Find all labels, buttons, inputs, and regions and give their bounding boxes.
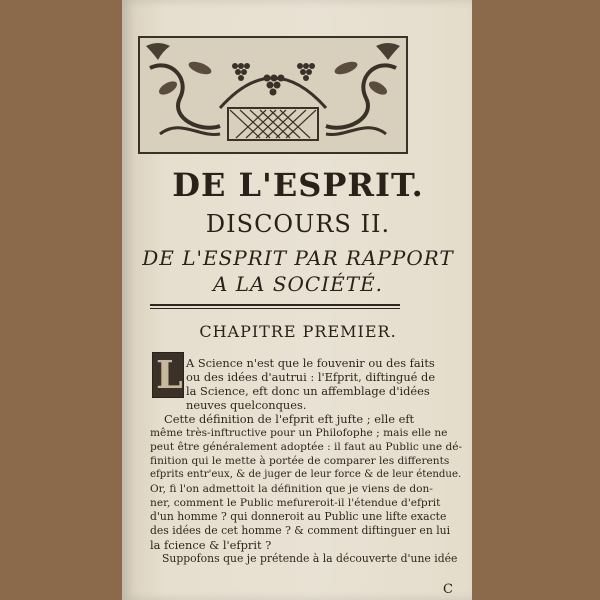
subtitle-line-1: DE L'ESPRIT PAR RAPPORT	[142, 246, 454, 270]
double-rule-bottom	[150, 308, 400, 309]
body-line: efprits entr'eux, & de juger de leur force & de leur étendue.	[150, 469, 462, 480]
body-line: ner, comment le Public mefureroit-il l'étendue d'efprit	[150, 497, 441, 509]
body-line: finition qui le mette à portée de comparer les differents	[150, 455, 450, 467]
body-line: d'un homme ? qui donneroit au Public une lifte exacte	[150, 510, 447, 523]
body-line: des idées de cet homme ? & comment diftinguer en lui	[150, 524, 451, 537]
body-line: A Science n'est que le fouvenir ou des faits	[186, 356, 435, 370]
body-line: Or, fi l'on admettoit la définition que je viens de don-	[150, 483, 433, 495]
discours-heading: DISCOURS II.	[205, 210, 391, 238]
body-line: même très-inftructive pour un Philofophe ; mais elle ne	[150, 427, 448, 439]
body-line: peut être généralement adoptée : il faut au Public une dé-	[150, 441, 463, 453]
body-line: la fcience & l'efprit ?	[150, 538, 272, 552]
subtitle-line-2: A LA SOCIÉTÉ.	[212, 272, 384, 296]
book-title: DE L'ESPRIT.	[172, 166, 424, 204]
body-line: Suppofons que je prétende à la découverte d'une idée	[162, 552, 458, 565]
body-line: Cette définition de l'efprit eft jufte ; elle eft	[164, 412, 415, 426]
body-line: neuves quelconques.	[186, 398, 307, 412]
body-line: la Science, eft donc un affemblage d'idées	[186, 384, 430, 398]
signature-mark: C	[443, 582, 453, 597]
headpiece-engraving	[140, 38, 406, 152]
body-line: ou des idées d'autrui : l'Efprit, diftingué de	[186, 370, 436, 384]
drop-cap	[152, 352, 184, 398]
drop-cap-letter: L	[156, 352, 183, 397]
chapter-heading: CHAPITRE PREMIER.	[199, 322, 397, 341]
double-rule-top	[150, 304, 400, 306]
ornamental-headpiece	[138, 36, 408, 154]
